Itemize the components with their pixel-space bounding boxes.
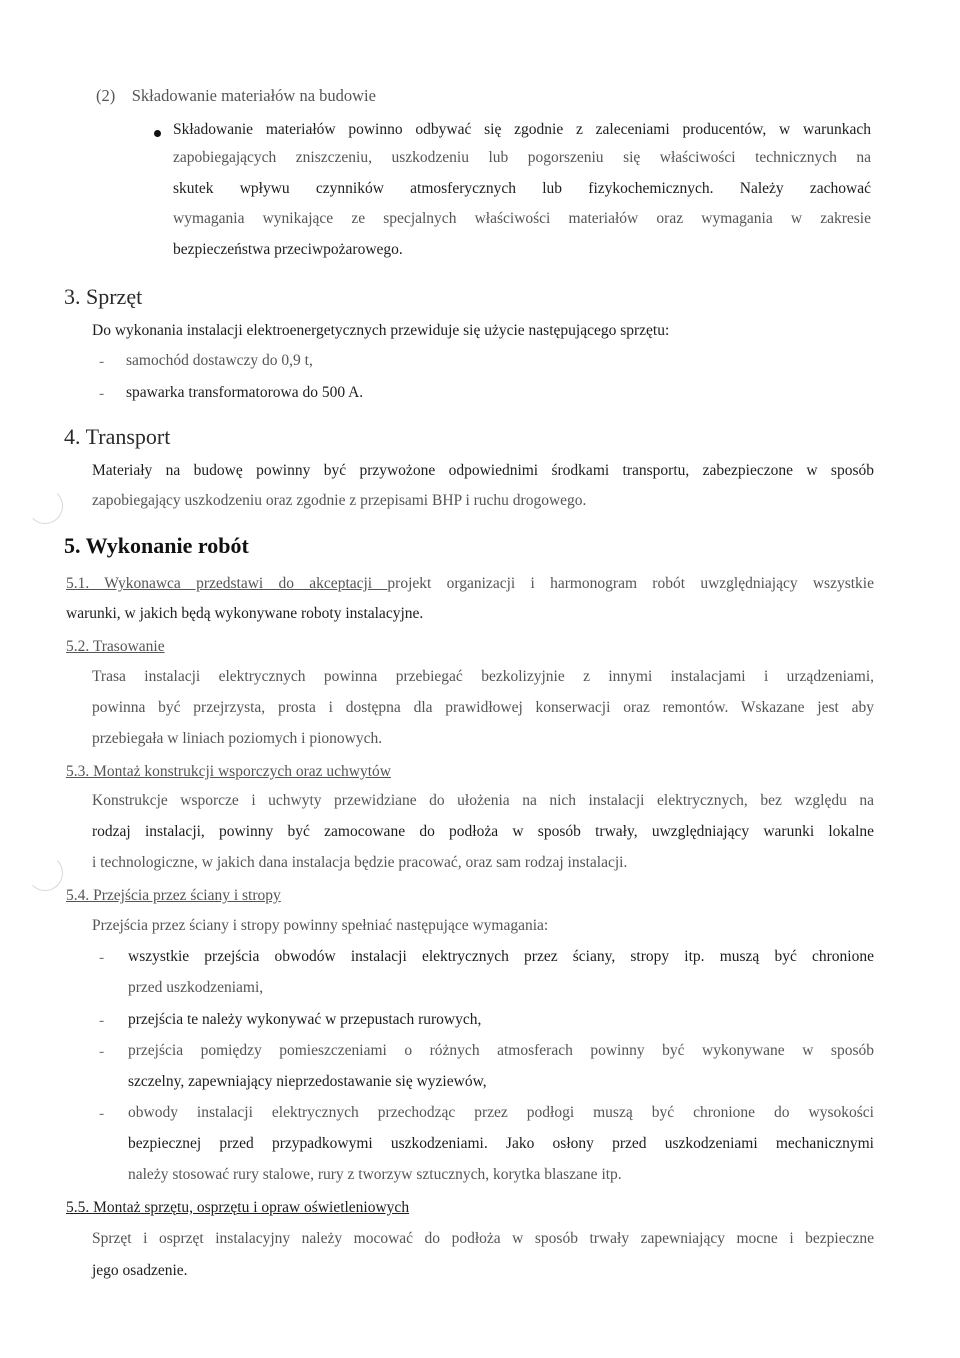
punch-hole-mark xyxy=(27,855,63,891)
paragraph-line: rodzaj instalacji, powinny być zamocowane do podłoża w sposób trwały, uwzględniający warunki lokalne xyxy=(92,823,874,840)
paragraph-line: Do wykonania instalacji elektroenergetycznych przewiduje się użycie następującego sprzętu: xyxy=(92,322,670,339)
paragraph-line: powinna być przejrzysta, prosta i dostępna dla prawidłowej konserwacji oraz remontów. Wskazane jest aby xyxy=(92,699,874,716)
punch-hole-mark xyxy=(27,488,63,524)
paragraph-line: Trasa instalacji elektrycznych powinna przebiegać bezkolizyjnie z innymi instalacjami i urządzeniami, xyxy=(92,668,874,685)
list-item: wszystkie przejścia obwodów instalacji elektrycznych przez ściany, stropy itp. muszą być chronione xyxy=(128,948,874,965)
paragraph-line: i technologiczne, w jakich dana instalacja będzie pracować, oraz sam rodzaj instalacji. xyxy=(92,854,628,871)
list-item: bezpiecznej przed przypadkowymi uszkodzeniami. Jako osłony przed uszkodzeniami mechanicznymi xyxy=(128,1135,874,1152)
paragraph-line xyxy=(66,574,874,594)
list-dash: - xyxy=(99,949,105,966)
paragraph-line: skutek wpływu czynników atmosferycznych lub fizykochemicznych. Należy zachować xyxy=(173,180,871,197)
list-item: przejścia te należy wykonywać w przepustach rurowych, xyxy=(128,1011,482,1028)
subsection-5-1-title: 5.1. Wykonawca przedstawi do akceptacji xyxy=(66,575,388,592)
paragraph-line: przebiegała w liniach poziomych i pionowych. xyxy=(92,730,383,747)
subsection-5-5-title: 5.5. Montaż sprzętu, osprzętu i opraw oświetleniowych xyxy=(66,1199,410,1216)
list-item: szczelny, zapewniający nieprzedostawanie się wyziewów, xyxy=(128,1073,487,1090)
subsection-5-4-title: 5.4. Przejścia przez ściany i stropy xyxy=(66,887,281,904)
list-item: obwody instalacji elektrycznych przechodząc przez podłogi muszą być chronione do wysokości xyxy=(128,1104,874,1121)
paragraph-line: Przejścia przez ściany i stropy powinny spełniać następujące wymagania: xyxy=(92,917,549,934)
bullet-point xyxy=(154,130,161,137)
list-item: spawarka transformatorowa do 500 A. xyxy=(126,384,364,401)
paragraph-line: Składowanie materiałów powinno odbywać się zgodnie z zaleceniami producentów, w warunkach xyxy=(173,121,871,138)
paragraph-line: wymagania wynikające ze specjalnych właściwości materiałów oraz wymagania w zakresie xyxy=(173,210,871,227)
section-5-heading: 5. Wykonanie robót xyxy=(64,533,249,558)
list-item: przed uszkodzeniami, xyxy=(128,979,264,996)
paragraph-line: bezpieczeństwa przeciwpożarowego. xyxy=(173,241,403,258)
list-dash: - xyxy=(99,353,105,370)
list-item: przejścia pomiędzy pomieszczeniami o różnych atmosferach powinny być wykonywane w sposób xyxy=(128,1042,874,1059)
paragraph-line: Konstrukcje wsporcze i uchwyty przewidziane do ułożenia na nich instalacji elektrycznych, bez względu na xyxy=(92,792,874,809)
list-item: samochód dostawczy do 0,9 t, xyxy=(126,352,313,369)
section-4-heading: 4. Transport xyxy=(64,424,171,449)
paragraph-line: jego osadzenie. xyxy=(92,1262,188,1279)
paragraph-line: Materiały na budowę powinny być przywożone odpowiednimi środkami transportu, zabezpieczone w sposób xyxy=(92,462,874,479)
list-item: należy stosować rury stalowe, rury z tworzyw sztucznych, korytka blaszane itp. xyxy=(128,1166,622,1183)
paragraph-line: warunki, w jakich będą wykonywane roboty instalacyjne. xyxy=(66,605,424,622)
paragraph-line: zapobiegający uszkodzeniu oraz zgodnie z przepisami BHP i ruchu drogowego. xyxy=(92,492,587,509)
list-dash: - xyxy=(99,1012,105,1029)
list-dash: - xyxy=(99,1043,105,1060)
list-dash: - xyxy=(99,385,105,402)
paragraph-line: zapobiegających zniszczeniu, uszkodzeniu lub pogorszeniu się właściwości technicznych na xyxy=(173,149,871,166)
section-2-heading: (2) Składowanie materiałów na budowie xyxy=(96,86,376,105)
paragraph-line: Sprzęt i osprzęt instalacyjny należy mocować do podłoża w sposób trwały zapewniający mocne i bezpieczne xyxy=(92,1230,874,1247)
list-dash: - xyxy=(99,1105,105,1122)
subsection-5-3-title: 5.3. Montaż konstrukcji wsporczych oraz uchwytów xyxy=(66,763,391,780)
section-3-heading: 3. Sprzęt xyxy=(64,284,143,309)
subsection-5-2-title: 5.2. Trasowanie xyxy=(66,638,165,655)
subsection-5-1-text: projekt organizacji i harmonogram robót uwzględniający wszystkie xyxy=(387,575,874,592)
